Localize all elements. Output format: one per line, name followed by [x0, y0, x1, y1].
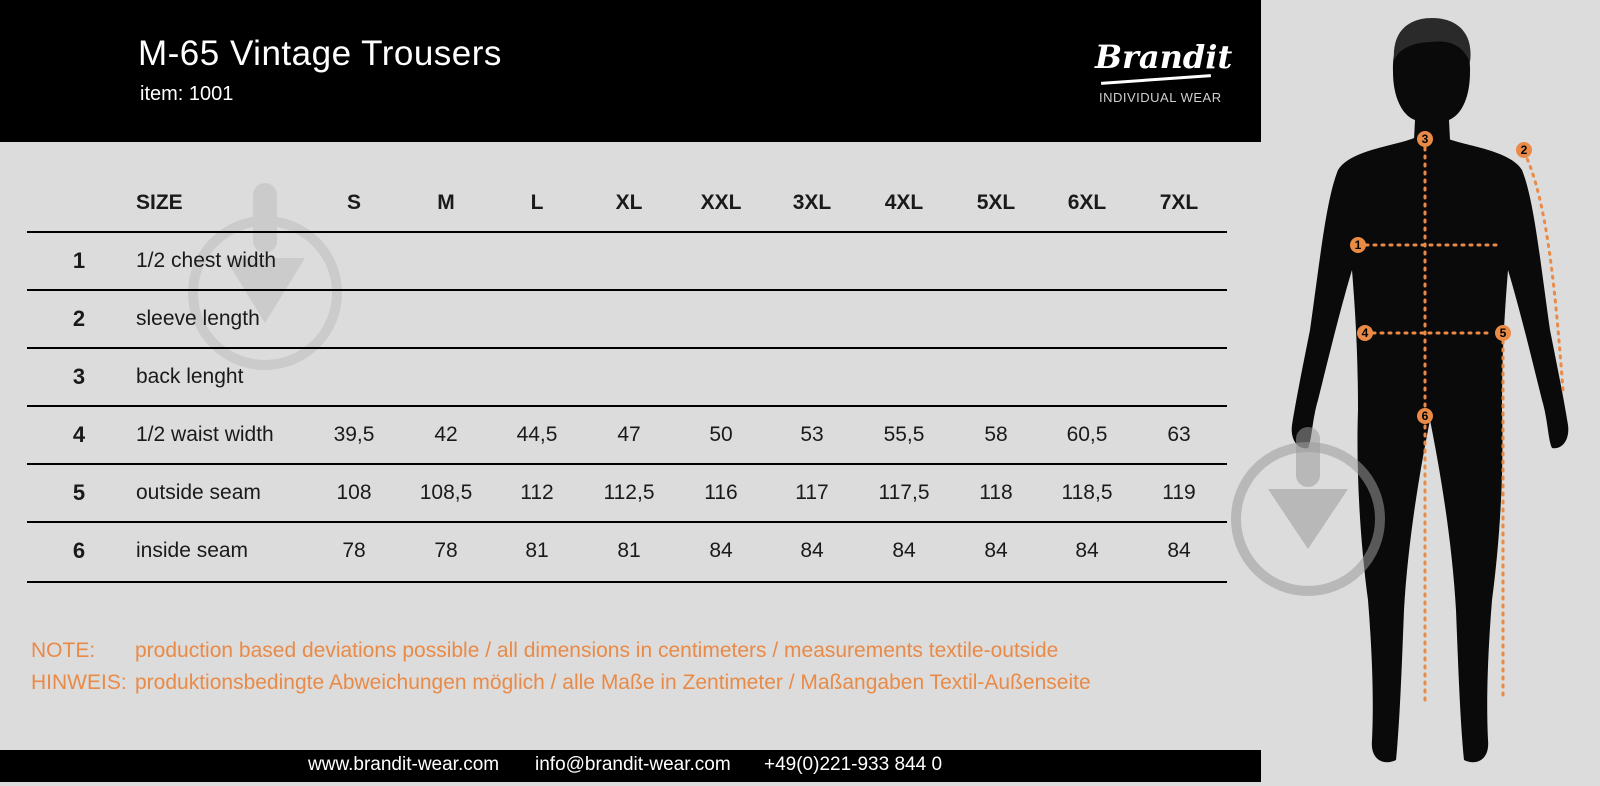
table-cell: 39,5 — [333, 423, 375, 446]
table-row — [27, 521, 1227, 579]
size-header: 5XL — [976, 190, 1016, 214]
size-header: L — [530, 190, 544, 214]
note-label: HINWEIS: — [31, 671, 127, 694]
table-cell: 53 — [800, 423, 824, 446]
table-row — [27, 405, 1227, 463]
table-cell: 58 — [984, 423, 1008, 446]
size-header: 4XL — [884, 190, 924, 214]
table-cell: 63 — [1167, 423, 1191, 446]
size-header: S — [346, 190, 361, 214]
body-silhouette-icon — [1262, 0, 1600, 782]
measurement-figure — [1262, 0, 1600, 782]
table-row — [27, 347, 1227, 405]
size-header: 7XL — [1159, 190, 1199, 214]
row-number: 2 — [72, 306, 86, 331]
item-number: item: 1001 — [140, 83, 234, 105]
table-cell: 78 — [342, 539, 366, 562]
row-label: back lenght — [136, 365, 244, 388]
note-text: production based deviations possible / all dimensions in centimeters / measurements textile-outside — [135, 639, 1059, 662]
table-cell: 84 — [892, 539, 916, 562]
row-label: 1/2 waist width — [136, 423, 274, 446]
table-cell: 81 — [525, 539, 549, 562]
footer-phone: +49(0)221-933 844 0 — [764, 754, 943, 775]
size-header: XXL — [700, 190, 742, 214]
page-title: M-65 Vintage Trousers — [138, 34, 502, 73]
svg-text:4: 4 — [1361, 326, 1369, 340]
brand-logo-subtitle: INDIVIDUAL WEAR — [1099, 90, 1222, 105]
svg-text:5: 5 — [1499, 326, 1507, 340]
table-header-row — [27, 174, 1227, 231]
table-cell: 112,5 — [603, 481, 655, 504]
table-cell: 108 — [336, 481, 372, 504]
size-header: 6XL — [1067, 190, 1107, 214]
svg-text:3: 3 — [1421, 132, 1429, 146]
table-cell: 81 — [617, 539, 641, 562]
table-cell: 117 — [795, 481, 829, 504]
table-cell: 119 — [1162, 481, 1196, 504]
note-german — [31, 671, 1091, 695]
table-cell: 117,5 — [878, 481, 930, 504]
row-label: sleeve length — [136, 307, 260, 330]
row-label: 1/2 chest width — [136, 249, 277, 272]
row-number: 1 — [72, 248, 86, 273]
svg-text:1: 1 — [1354, 238, 1362, 252]
row-number: 5 — [72, 480, 86, 505]
note-label: NOTE: — [31, 639, 96, 662]
table-cell: 78 — [434, 539, 458, 562]
size-table — [27, 174, 1227, 579]
note-english — [31, 639, 1058, 663]
table-cell: 84 — [709, 539, 733, 562]
table-cell: 84 — [984, 539, 1008, 562]
table-cell: 50 — [709, 423, 733, 446]
row-label: outside seam — [136, 481, 261, 504]
footer-email-link[interactable]: info@brandit-wear.com — [535, 754, 731, 775]
table-cell: 84 — [800, 539, 824, 562]
svg-text:2: 2 — [1520, 143, 1528, 157]
watermark-icon — [1228, 427, 1388, 597]
row-number: 6 — [72, 538, 86, 563]
table-row — [27, 289, 1227, 347]
table-cell: 84 — [1167, 539, 1191, 562]
table-cell: 60,5 — [1066, 423, 1108, 446]
row-number: 4 — [72, 422, 86, 447]
table-cell: 84 — [1075, 539, 1099, 562]
size-header: XL — [615, 190, 643, 214]
size-header: 3XL — [792, 190, 832, 214]
table-row — [27, 463, 1227, 521]
table-cell: 44,5 — [516, 423, 558, 446]
table-cell: 112 — [520, 481, 554, 504]
table-cell: 55,5 — [883, 423, 925, 446]
brand-logo — [1095, 38, 1233, 108]
footer-bar — [0, 750, 1261, 782]
table-cell: 47 — [617, 423, 641, 446]
svg-text:6: 6 — [1421, 409, 1429, 423]
row-number: 3 — [72, 364, 86, 389]
table-cell: 116 — [704, 481, 738, 504]
table-bottom-rule — [27, 581, 1227, 583]
header-bar — [0, 0, 1261, 142]
footer-website-link[interactable]: www.brandit-wear.com — [308, 754, 500, 775]
row-label: inside seam — [136, 539, 249, 562]
size-column-header: SIZE — [136, 190, 183, 214]
table-cell: 118 — [979, 481, 1013, 504]
table-cell: 118,5 — [1061, 481, 1113, 504]
note-text: produktionsbedingte Abweichungen möglich / alle Maße in Zentimeter / Maßangaben Textil-Außenseite — [135, 671, 1091, 694]
brand-logo-wordmark: Brandit — [1095, 38, 1233, 76]
size-header: M — [437, 190, 455, 214]
table-row — [27, 231, 1227, 289]
table-cell: 42 — [434, 423, 458, 446]
table-cell: 108,5 — [419, 481, 473, 504]
